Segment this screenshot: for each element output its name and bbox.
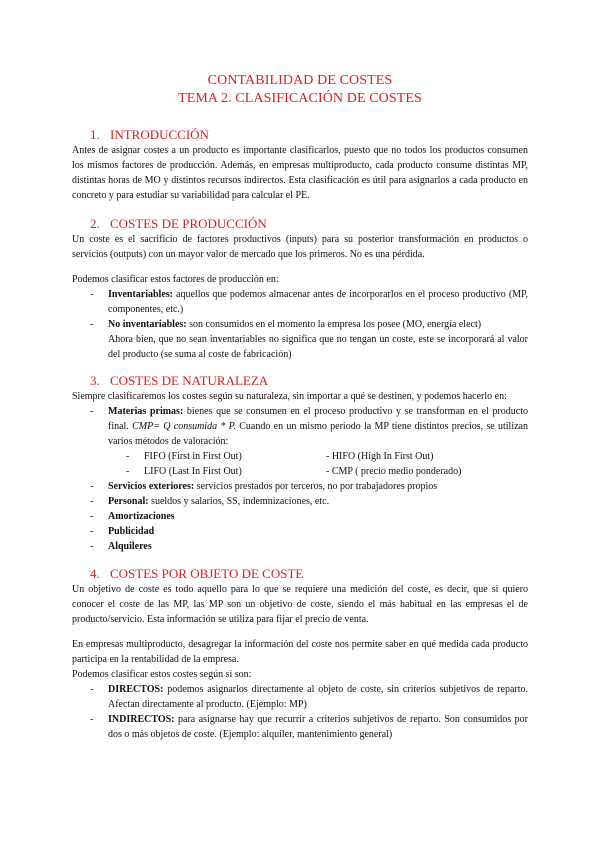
valuation-row: - LIFO (Last In First Out) - CMP ( precio medio ponderado) (108, 464, 528, 479)
section-1-heading: 1. INTRODUCCIÓN (90, 127, 209, 142)
list-item: - DIRECTOS: podemos asignarlos directamente al objeto de coste, sin criterios subjetivos de reparto. Afectan directamente al producto. (Ejemplo: MP) (72, 682, 528, 712)
list-item: - Alquileres (72, 539, 528, 554)
section-4-paragraph-2: En empresas multiproducto, desagregar la información del coste nos permite saber en qué medida cada producto participa en la rentabilidad de la empresa. (72, 639, 528, 665)
title-line-1: CONTABILIDAD DE COSTES (207, 73, 393, 88)
section-2-paragraph: Un coste es el sacrificio de factores productivos (inputs) para su posterior transformación en productos o servicios (outputs) con un mayor valor de mercado que los primeros. No es una pérdida. (72, 234, 528, 260)
nature-cost-list (72, 404, 528, 449)
valuation-methods (72, 449, 528, 479)
list-item: - Servicios exteriores: servicios prestados por terceros, no por trabajadores propios (72, 479, 528, 494)
document-title (72, 72, 528, 108)
list-item: - No inventariables: son consumidos en el momento la empresa los posee (MO, energía elect) Ahora bien, que no sean inventariables no significa que no tengan un coste, este se incorporará al valor del producto (se suma al coste de fabricación) (72, 317, 528, 362)
list-item: - INDIRECTOS: para asignarse hay que recurrir a criterios subjetivos de reparto. Son consumidos por dos o más objetos de coste. (Ejemplo: alquiler, mantenimiento general) (72, 712, 528, 742)
list-item: - Personal: sueldos y salarios, SS, indemnizaciones, etc. (72, 494, 528, 509)
section-3-paragraph: Siempre clasificaremos los costes según su naturaleza, sin importar a qué se destinen, y podemos hacerlo en: (72, 391, 507, 402)
title-line-2: TEMA 2. CLASIFICACIÓN DE COSTES (178, 91, 422, 106)
production-factors-list (72, 287, 528, 362)
section-4-paragraph-3: Podemos clasificar estos costes según si son: (72, 669, 252, 680)
section-2-heading: 2. COSTES DE PRODUCCIÓN (90, 216, 267, 231)
list-item: - Materias primas: bienes que se consumen en el proceso productivo y se transforman en el producto final. CMP= Q consumida * P. Cuando en un mismo periodo la MP tiene distintos precios, se utilizan varios métodos de valoración: (72, 404, 528, 449)
section-2-intro: Podemos clasificar estos factores de producción en: (72, 274, 279, 285)
section-3-heading: 3. COSTES DE NATURALEZA (90, 373, 269, 388)
list-item: - Amortizaciones (72, 509, 528, 524)
section-4-heading: 4. COSTES POR OBJETO DE COSTE (90, 566, 304, 581)
list-item: - Inventariables: aquellos que podemos almacenar antes de incorporarlos en el proceso productivo (MP, componentes, etc.) (72, 287, 528, 317)
cost-object-list (72, 682, 528, 742)
section-4-paragraph-1: Un objetivo de coste es todo aquello para lo que se requiere una medición del coste, es decir, que si quiero conocer el coste de las MP, las MP son un objetivo de coste, siendo el más habitual en las empresas el de producto/servicio. Esta información se utiliza para fijar el precio de venta. (72, 584, 528, 625)
valuation-row: - FIFO (First in First Out) - HIFO (High In First Out) (108, 449, 528, 464)
section-1-paragraph: Antes de asignar costes a un producto es importante clasificarlos, puesto que no todos los productos consumen los mismos factores de producción. Además, en empresas multiproducto, cada producto consume distintas MP, distintas horas de MO y distintos recursos indirectos. Esta clasificación es útil para asignarlos a cada producto en concreto y para estudiar su variabilidad para calcular el PE. (72, 145, 528, 201)
list-item: - Publicidad (72, 524, 528, 539)
